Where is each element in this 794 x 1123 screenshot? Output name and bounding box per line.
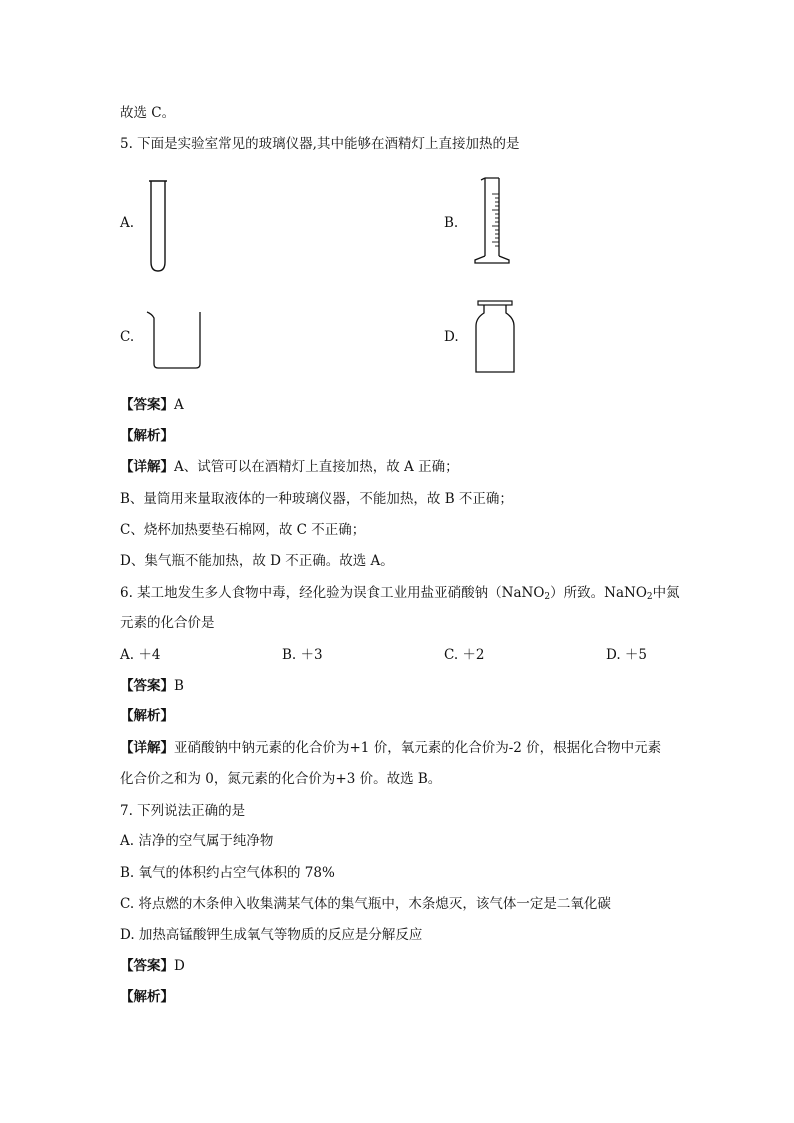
q6-option-a: A. ＋4 <box>120 647 161 663</box>
q7-analysis-tag: 【解析】 <box>120 989 174 1005</box>
q7-option-b: B. 氧气的体积约占空气体积的 78% <box>120 865 335 881</box>
q5-detail-line-1: 【详解】A、试管可以在酒精灯上直接加热，故 A 正确； <box>120 459 459 475</box>
answer-tag: 【答案】 <box>120 397 174 413</box>
q5-detail-line-2: B、量筒用来量取液体的一种玻璃仪器，不能加热，故 B 不正确； <box>120 491 513 507</box>
q7-stem: 7. 下列说法正确的是 <box>120 803 246 819</box>
q6-stem-line-1: 6. 某工地发生多人食物中毒，经化验为误食工业用盐亚硝酸钠（NaNO$_2$）所致。NaNO$_2$中氮 <box>120 585 680 602</box>
q5-option-a-label: A. <box>120 215 135 231</box>
test-tube-icon <box>146 178 170 274</box>
q6-option-b: B. ＋3 <box>282 647 323 663</box>
q5-option-d-label: D. <box>444 329 459 345</box>
q5-answer <box>120 396 184 414</box>
graduated-cylinder-icon <box>472 176 512 268</box>
q7-answer <box>120 957 185 975</box>
beaker-icon <box>144 308 204 372</box>
answer-tag: 【答案】 <box>120 678 174 694</box>
q6-option-c: C. ＋2 <box>444 647 485 663</box>
detail-tag: 【详解】 <box>120 459 174 475</box>
q6-detail-line-1: 【详解】亚硝酸钠中钠元素的化合价为+1 价，氧元素的化合价为-2 价，根据化合物中元素 <box>120 740 662 756</box>
q5-analysis-tag: 【解析】 <box>120 428 174 444</box>
q7-option-c: C. 将点燃的木条伸入收集满某气体的集气瓶中，木条熄灭，该气体一定是二氧化碳 <box>120 896 611 912</box>
q5-stem: 5. 下面是实验室常见的玻璃仪器,其中能够在酒精灯上直接加热的是 <box>120 136 520 152</box>
q5-option-b-label: B. <box>444 215 459 231</box>
answer-value: B <box>174 678 184 694</box>
q7-option-d: D. 加热高锰酸钾生成氧气等物质的反应是分解反应 <box>120 927 423 943</box>
q6-stem-line-2: 元素的化合价是 <box>120 615 215 631</box>
q6-option-d: D. ＋5 <box>606 647 648 663</box>
detail-tag: 【详解】 <box>120 740 174 756</box>
q4-conclusion: 故选 C。 <box>120 105 176 121</box>
q6-answer <box>120 677 184 695</box>
answer-value: D <box>174 958 185 974</box>
gas-collecting-bottle-icon <box>472 298 518 376</box>
q6-detail-line-2: 化合价之和为 0，氮元素的化合价为+3 价。故选 B。 <box>120 771 442 787</box>
q5-detail-line-4: D、集气瓶不能加热，故 D 不正确。故选 A。 <box>120 553 394 569</box>
q5-option-c-label: C. <box>120 329 135 345</box>
q5-detail-line-3: C、烧杯加热要垫石棉网，故 C 不正确； <box>120 522 366 538</box>
answer-tag: 【答案】 <box>120 958 174 974</box>
q7-option-a: A. 洁净的空气属于纯净物 <box>120 833 274 849</box>
answer-value: A <box>174 397 184 413</box>
q6-analysis-tag: 【解析】 <box>120 708 174 724</box>
